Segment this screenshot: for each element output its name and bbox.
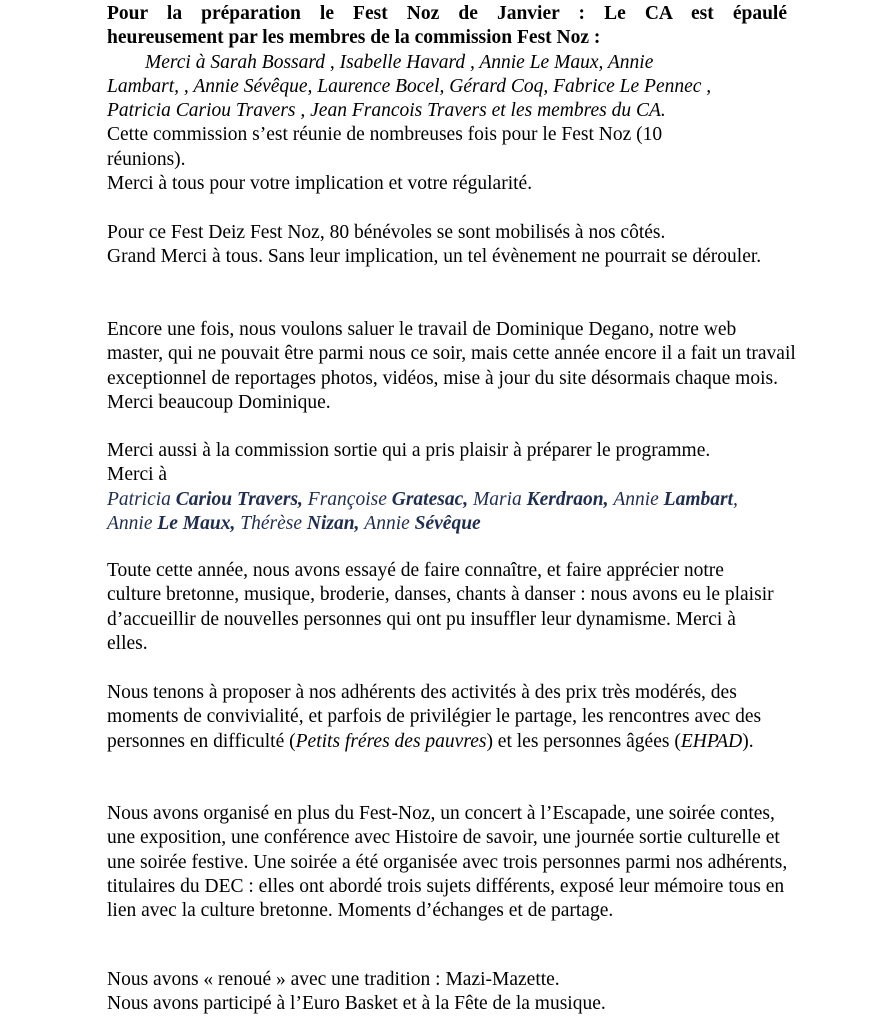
tradition-line-1: Nous avons « renoué » avec une tradition : Mazi-Mazette. — [107, 969, 560, 990]
activities-text-end: ). — [742, 730, 754, 752]
activities-petits-freres: Petits fréres des pauvres — [295, 730, 487, 752]
webmaster-section — [107, 318, 796, 415]
volunteers-section — [107, 221, 787, 270]
gratitude-text: Merci à tous pour votre implication et votre régularité. — [107, 173, 533, 195]
events-section — [107, 802, 787, 923]
fest-noz-heading — [107, 2, 787, 51]
culture-section — [107, 559, 787, 656]
activities-text-start: Nous tenons à proposer à nos adhérents des activités à des prix très modérés, des moments de convivialité, et parfois de privilégier le partage, les rencontres avec des personnes en difficulté ( — [107, 682, 762, 752]
volunteers-line-1: Pour ce Fest Deiz Fest Noz, 80 bénévoles se sont mobilisés à nos côtés. — [107, 222, 666, 243]
activities-ehpad: EHPAD — [680, 730, 743, 752]
culture-text: Toute cette année, nous avons essayé de faire connaître, et faire apprécier notre culture bretonne, musique, broderie, danses, chants à danser : nous avons eu le plaisir d’accueillir de nouvelles personnes qui ont pu insuffler leur dynamisme. Merci à elles. — [107, 560, 774, 654]
sortie-name-2: Françoise Gratesac, — [307, 488, 473, 510]
thanks-line-1: Merci à Sarah Bossard , Isabelle Havard , Annie Le Maux, Annie — [145, 51, 654, 73]
sortie-names-list — [107, 488, 797, 537]
sortie-line-1: Merci aussi à la commission sortie qui a pris plaisir à préparer le programme. — [107, 440, 711, 461]
thanks-line-2: Lambart, , Annie Sévêque, Laurence Bocel, Gérard Coq, Fabrice Le Pennec , — [107, 75, 712, 97]
sortie-line-2: Merci à — [107, 464, 168, 486]
activities-text-middle: ) et les personnes âgées ( — [486, 730, 681, 752]
sortie-name-1: Patricia Cariou Travers, — [107, 488, 308, 510]
events-text: Nous avons organisé en plus du Fest-Noz, un concert à l’Escapade, une soirée contes, une exposition, une conférence avec Histoire de savoir, une journée sortie culturelle et une soirée festive. Une soirée a été organisée avec trois personnes parmi nos adhérents, titulaires du DEC : elles ont abordé trois sujets différents, exposé leur mémoire tous en lien avec la culture bretonne. Moments d’échanges et de partage. — [107, 803, 788, 922]
heading-line-2: heureusement par les membres de la commission Fest Noz : — [107, 27, 601, 49]
heading-line-1: Pour la préparation le Fest Noz de Janvier : Le CA est épaulé — [107, 3, 787, 24]
thanks-line-3: Patricia Cariou Travers , Jean Francois Travers et les membres du CA. — [107, 100, 666, 122]
sortie-name-5: Annie Le Maux, — [107, 512, 241, 534]
fest-noz-commission-section — [107, 2, 787, 196]
sortie-name-4: Annie Lambart, — [613, 488, 738, 510]
volunteers-line-2: Grand Merci à tous. Sans leur implication, un tel évènement ne pourrait se dérouler. — [107, 246, 762, 268]
sortie-name-6: Thérèse Nizan, — [240, 512, 365, 534]
sortie-name-7: Annie Sévêque — [364, 512, 481, 534]
sortie-name-3: Maria Kerdraon, — [473, 488, 614, 510]
tradition-line-2: Nous avons participé à l’Euro Basket et à la Fête de la musique. — [107, 993, 606, 1015]
sortie-commission-section — [107, 439, 787, 536]
tradition-section — [107, 968, 787, 1017]
meetings-text: Cette commission s’est réunie de nombreuses fois pour le Fest Noz (10 réunions). — [107, 124, 663, 170]
webmaster-text: Encore une fois, nous voulons saluer le travail de Dominique Degano, notre web master, qui ne pouvait être parmi nous ce soir, mais cette année encore il a fait un travail exceptionnel de reportages photos, vidéos, mise à jour du site désormais chaque mois. Merci beaucoup Dominique. — [107, 319, 796, 413]
activities-section — [107, 681, 787, 754]
activities-text — [107, 681, 797, 754]
commission-thanks — [107, 51, 787, 124]
